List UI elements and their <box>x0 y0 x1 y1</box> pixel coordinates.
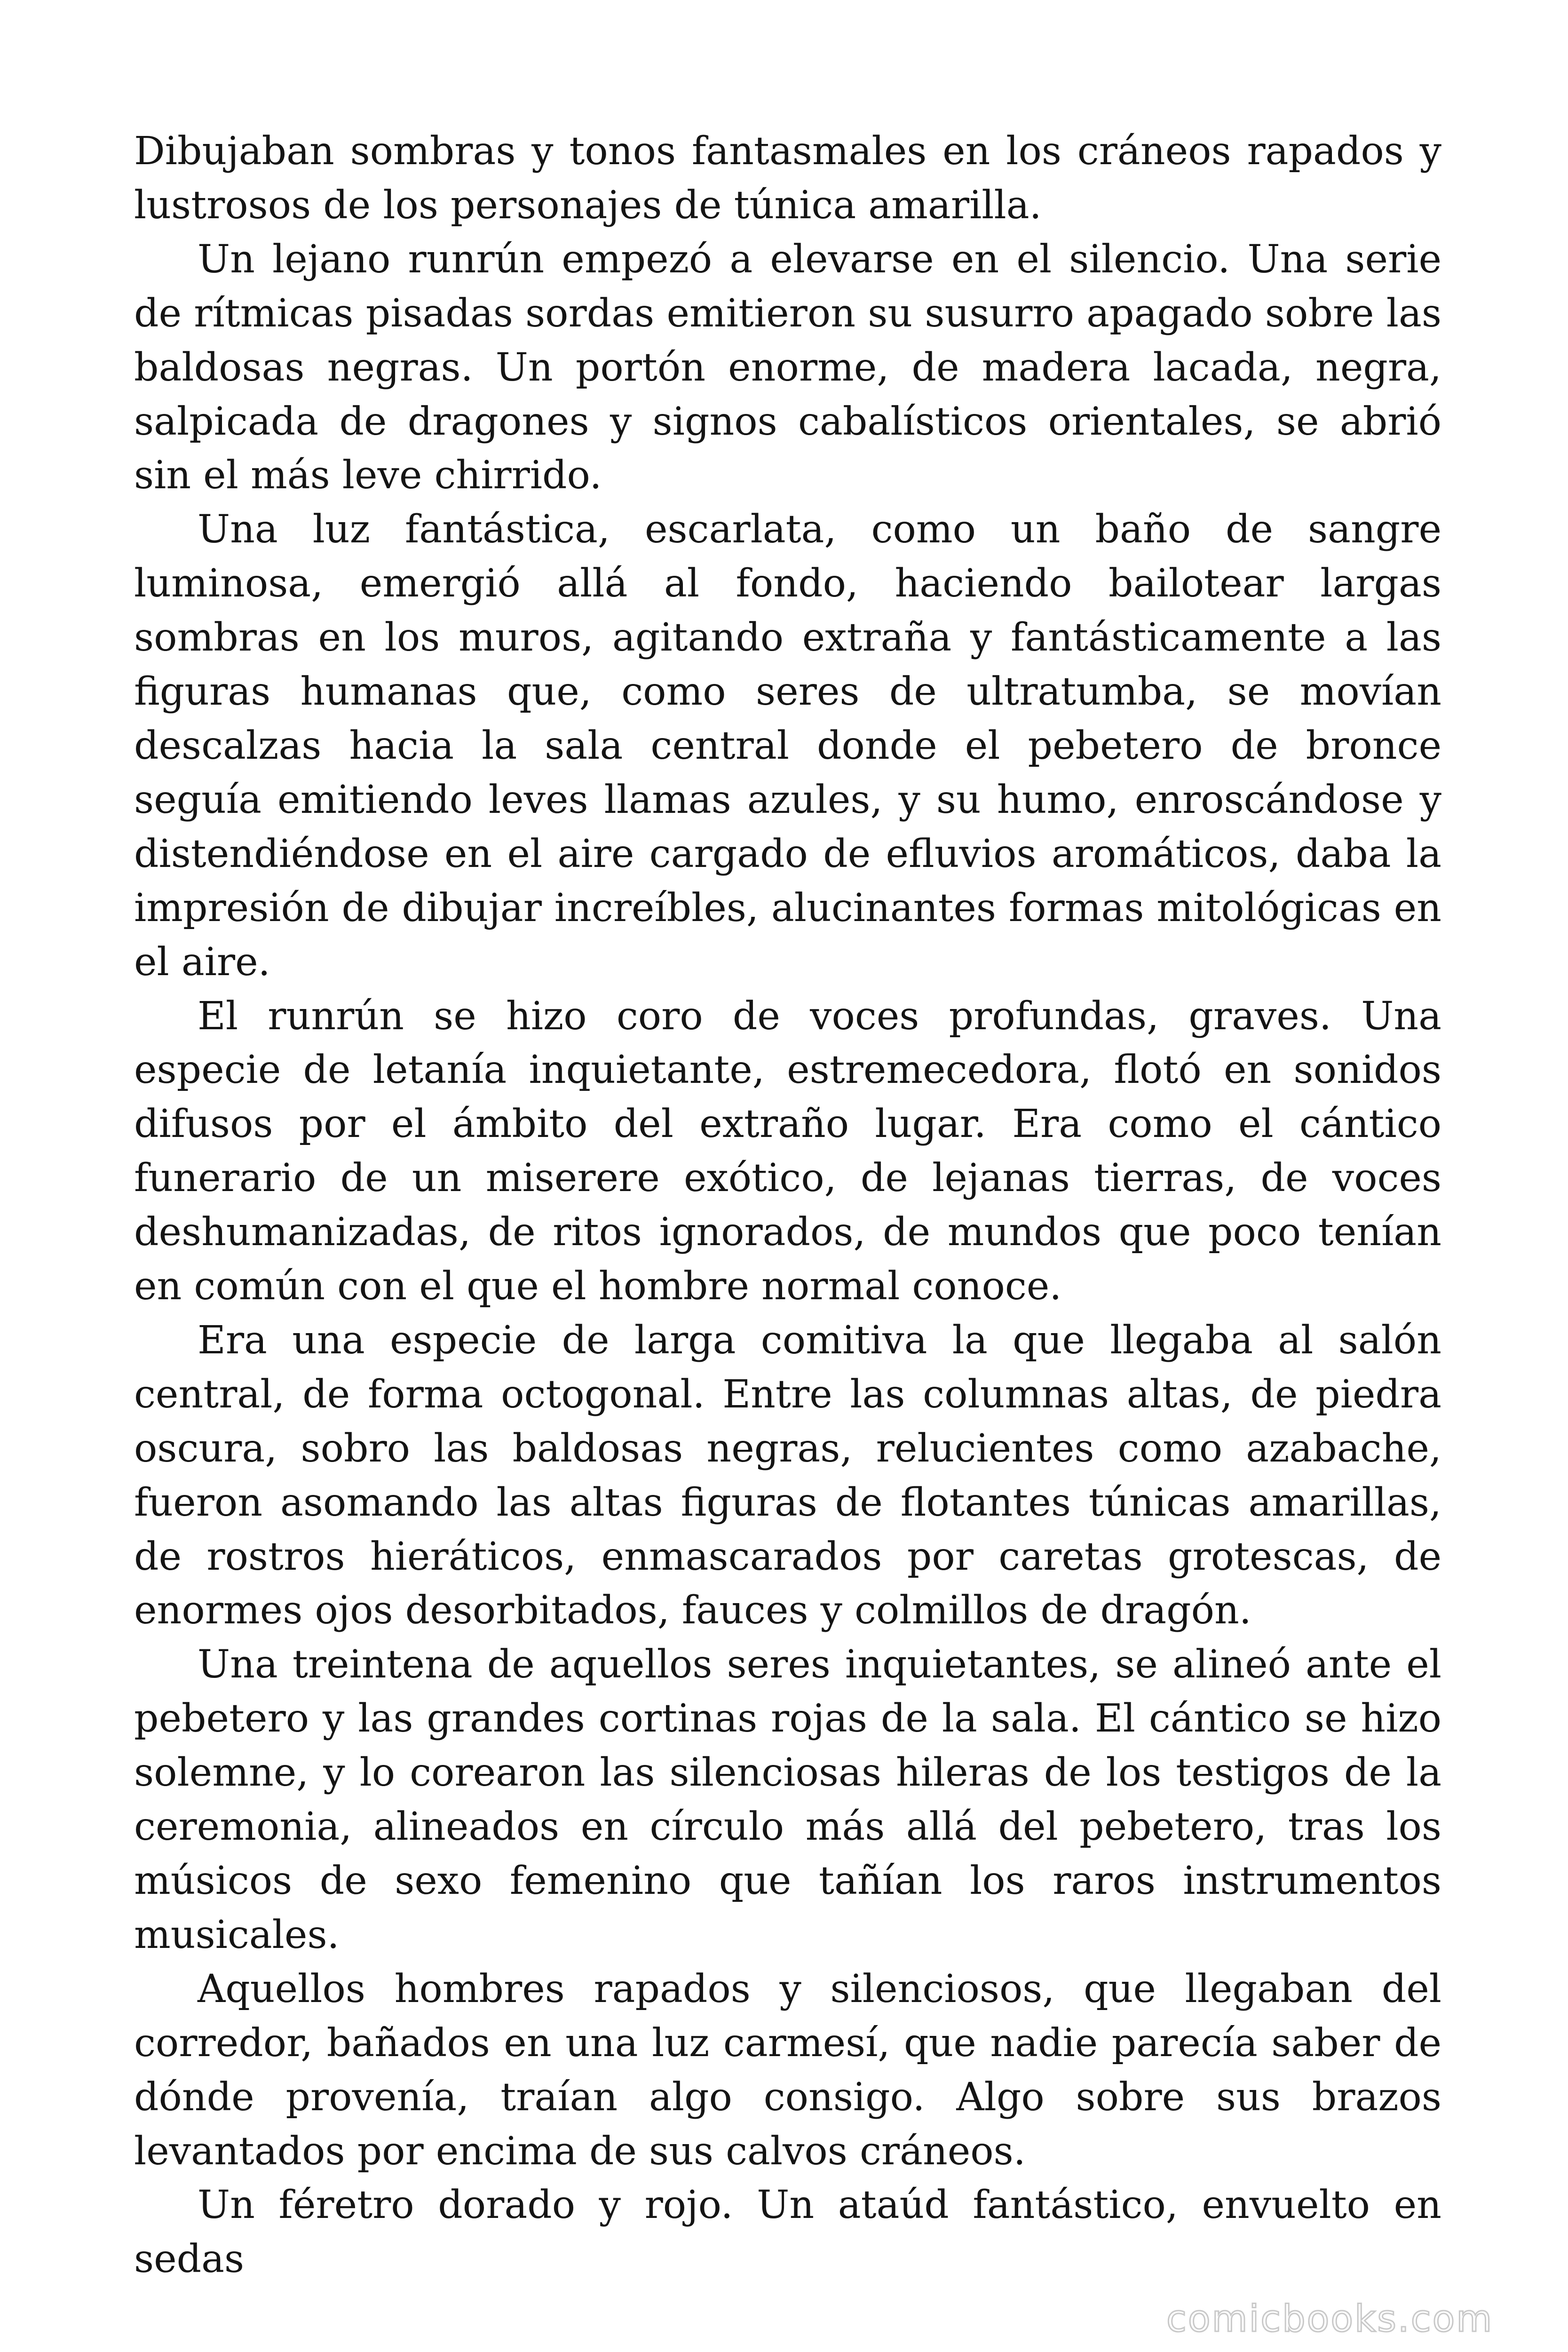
paragraph-4: El runrún se hizo coro de voces profundas, graves. Una especie de letanía inquietante, estremecedora, flotó en sonidos difusos por el ámbito del extraño lugar. Era como el cántico funerario de un miserere exótico, de lejanas tierras, de voces deshumanizadas, de ritos ignorados, de mundos que poco tenían en común con el que el hombre normal conoce. <box>134 993 1441 1309</box>
paragraph-8: Un féretro dorado y rojo. Un ataúd fantástico, envuelto en sedas <box>134 2183 1441 2282</box>
paragraph-1: Dibujaban sombras y tonos fantasmales en los cráneos rapados y lustrosos de los personajes de túnica amarilla. <box>134 129 1441 228</box>
paragraph-6: Una treintena de aquellos seres inquietantes, se alineó ante el pebetero y las grandes cortinas rojas de la sala. El cántico se hizo solemne, y lo corearon las silenciosas hileras de los testigos de la ceremonia, alineados en círculo más allá del pebetero, tras los músicos de sexo femenino que tañían los raros instrumentos musicales. <box>134 1642 1441 1957</box>
watermark: comicbooks.com <box>1166 2298 1494 2340</box>
paragraph-2: Un lejano runrún empezó a elevarse en el silencio. Una serie de rítmicas pisadas sordas emitieron su susurro apagado sobre las baldosas negras. Un portón enorme, de madera lacada, negra, salpicada de dragones y signos cabalísticos orientales, se abrió sin el más leve chirrido. <box>134 237 1441 498</box>
body-text <box>134 125 1441 2287</box>
paragraph-7: Aquellos hombres rapados y silenciosos, que llegaban del corredor, bañados en una luz carmesí, que nadie parecía saber de dónde provenía, traían algo consigo. Algo sobre sus brazos levantados por encima de sus calvos cráneos. <box>134 1966 1441 2174</box>
paragraph-3: Una luz fantástica, escarlata, como un baño de sangre luminosa, emergió allá al fondo, haciendo bailotear largas sombras en los muros, agitando extraña y fantásticamente a las figuras humanas que, como seres de ultratumba, se movían descalzas hacia la sala central donde el pebetero de bronce seguía emitiendo leves llamas azules, y su humo, enroscándose y distendiéndose en el aire cargado de efluvios aromáticos, daba la impresión de dibujar increíbles, alucinantes formas mitológicas en el aire. <box>134 507 1441 985</box>
paragraph-5: Era una especie de larga comitiva la que llegaba al salón central, de forma octogonal. Entre las columnas altas, de piedra oscura, sobro las baldosas negras, relucientes como azabache, fueron asomando las altas figuras de flotantes túnicas amarillas, de rostros hieráticos, enmascarados por caretas grotescas, de enormes ojos desorbitados, fauces y colmillos de dragón. <box>134 1318 1441 1633</box>
